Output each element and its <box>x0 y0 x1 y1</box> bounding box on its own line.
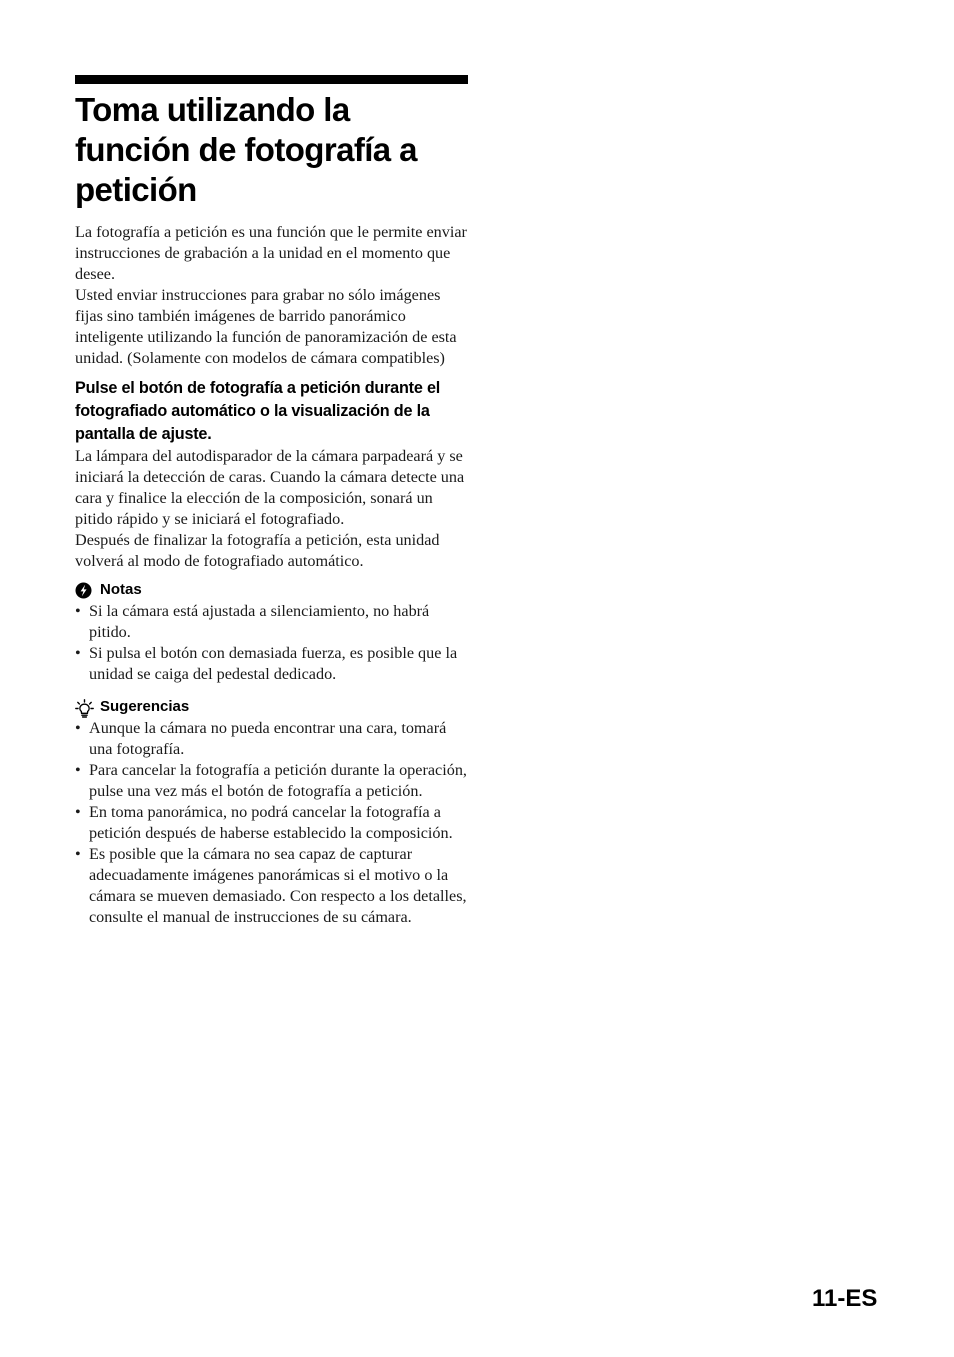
step-paragraph: La lámpara del autodisparador de la cámara parpadeará y se iniciará la detección de caras. Cuando la cámara detecte una cara y finalice la elección de la composición, sonará un pitido rápido y se iniciará el fotografiado. <box>75 447 465 528</box>
list-item: • Si pulsa el botón con demasiada fuerza, es posible que la unidad se caiga del pedestal dedicado. <box>75 643 468 685</box>
main-column <box>75 75 468 928</box>
warning-icon <box>75 582 92 599</box>
notes-heading <box>75 579 468 601</box>
tips-heading-label: Sugerencias <box>100 698 190 715</box>
tips-heading <box>75 696 468 718</box>
step-body <box>75 446 468 572</box>
step-heading: Pulse el botón de fotografía a petición durante el fotografiado automático o la visualización de la pantalla de ajuste. <box>75 379 441 443</box>
list-item: • En toma panorámica, no podrá cancelar la fotografía a petición después de haberse establecido la composición. <box>75 802 468 844</box>
notes-list <box>75 601 468 685</box>
list-item: • Es posible que la cámara no sea capaz de capturar adecuadamente imágenes panorámicas si el motivo o la cámara se mueven demasiado. Con respecto a los detalles, consulte el manual de instrucciones de su cámara. <box>75 844 468 928</box>
intro-paragraph: La fotografía a petición es una función que le permite enviar instrucciones de grabación a la unidad en el momento que desee. <box>75 223 467 283</box>
list-item: • Para cancelar la fotografía a petición durante la operación, pulse una vez más el botón de fotografía a petición. <box>75 760 468 802</box>
list-item: • Aunque la cámara no pueda encontrar una cara, tomará una fotografía. <box>75 718 468 760</box>
lightbulb-icon <box>75 699 92 716</box>
title-rule <box>75 75 468 84</box>
page-number: 11-ES <box>812 1285 878 1312</box>
intro-paragraph: Usted enviar instrucciones para grabar no sólo imágenes fijas sino también imágenes de barrido panorámico inteligente utilizando la función de panoramización de esta unidad. (Solamente con modelos de cámara compatibles) <box>75 286 457 367</box>
page-title: Toma utilizando la función de fotografía a petición <box>75 91 417 208</box>
step-paragraph: Después de finalizar la fotografía a petición, esta unidad volverá al modo de fotografiado automático. <box>75 531 440 570</box>
list-item: • Si la cámara está ajustada a silenciamiento, no habrá pitido. <box>75 601 468 643</box>
intro-section <box>75 222 468 369</box>
tips-list <box>75 718 468 928</box>
notes-heading-label: Notas <box>100 581 142 598</box>
